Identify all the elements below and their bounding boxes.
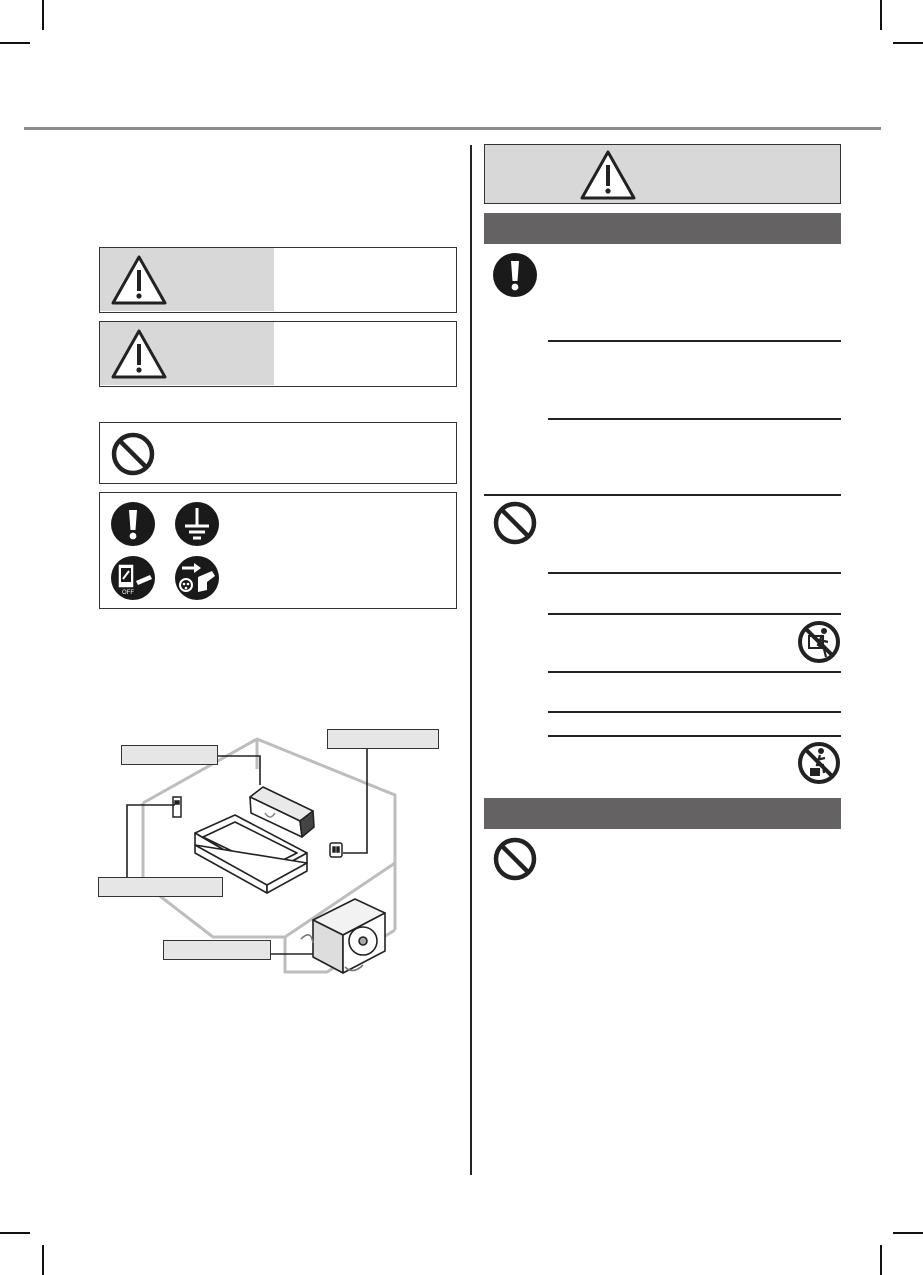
mandatory-legend-box bbox=[99, 492, 457, 609]
warning-triangle-icon bbox=[110, 254, 168, 306]
caution-triangle-icon bbox=[110, 328, 168, 380]
power-outlet-label bbox=[327, 729, 439, 749]
remote-controller bbox=[173, 797, 181, 817]
no-climbing-icon bbox=[796, 740, 842, 786]
unplug-icon bbox=[174, 555, 220, 601]
item-divider bbox=[548, 711, 841, 713]
mandatory-exclamation-icon bbox=[492, 252, 538, 298]
item-divider bbox=[548, 572, 841, 574]
prohibited-circle-icon bbox=[492, 500, 538, 546]
outdoor-unit-label bbox=[163, 940, 271, 960]
power-outlet bbox=[330, 843, 342, 857]
crop-mark bbox=[0, 1232, 30, 1234]
prohibited-legend-box bbox=[99, 422, 457, 484]
warning-legend-box bbox=[99, 247, 457, 313]
item-divider bbox=[548, 418, 841, 420]
mandatory-exclamation-icon bbox=[110, 501, 156, 547]
no-wet-hands-icon bbox=[796, 619, 842, 665]
indoor-unit-label bbox=[121, 745, 218, 765]
crop-mark bbox=[42, 0, 44, 30]
caution-legend-box bbox=[99, 321, 457, 387]
column-divider bbox=[470, 145, 472, 1175]
svg-text:OFF: OFF bbox=[122, 590, 134, 596]
prohibited-circle-icon bbox=[110, 431, 156, 477]
crop-mark bbox=[893, 1232, 923, 1234]
crop-mark bbox=[880, 0, 882, 30]
switch-off-icon bbox=[110, 555, 156, 601]
item-divider bbox=[548, 735, 841, 737]
outdoor-unit bbox=[301, 899, 385, 973]
item-divider bbox=[548, 613, 841, 615]
remote-controller-label bbox=[98, 877, 223, 897]
warning-triangle-icon bbox=[579, 149, 637, 201]
ground-icon bbox=[174, 501, 220, 547]
crop-mark bbox=[893, 42, 923, 44]
crop-mark bbox=[0, 42, 30, 44]
group-divider bbox=[484, 494, 841, 496]
warning-header-box bbox=[484, 144, 841, 204]
crop-mark bbox=[42, 1245, 44, 1275]
item-divider bbox=[548, 340, 841, 342]
section-bar bbox=[484, 213, 841, 244]
prohibited-circle-icon bbox=[492, 836, 538, 882]
header-rule bbox=[24, 127, 881, 130]
crop-mark bbox=[880, 1245, 882, 1275]
item-divider bbox=[548, 671, 841, 673]
section-bar bbox=[484, 798, 841, 829]
